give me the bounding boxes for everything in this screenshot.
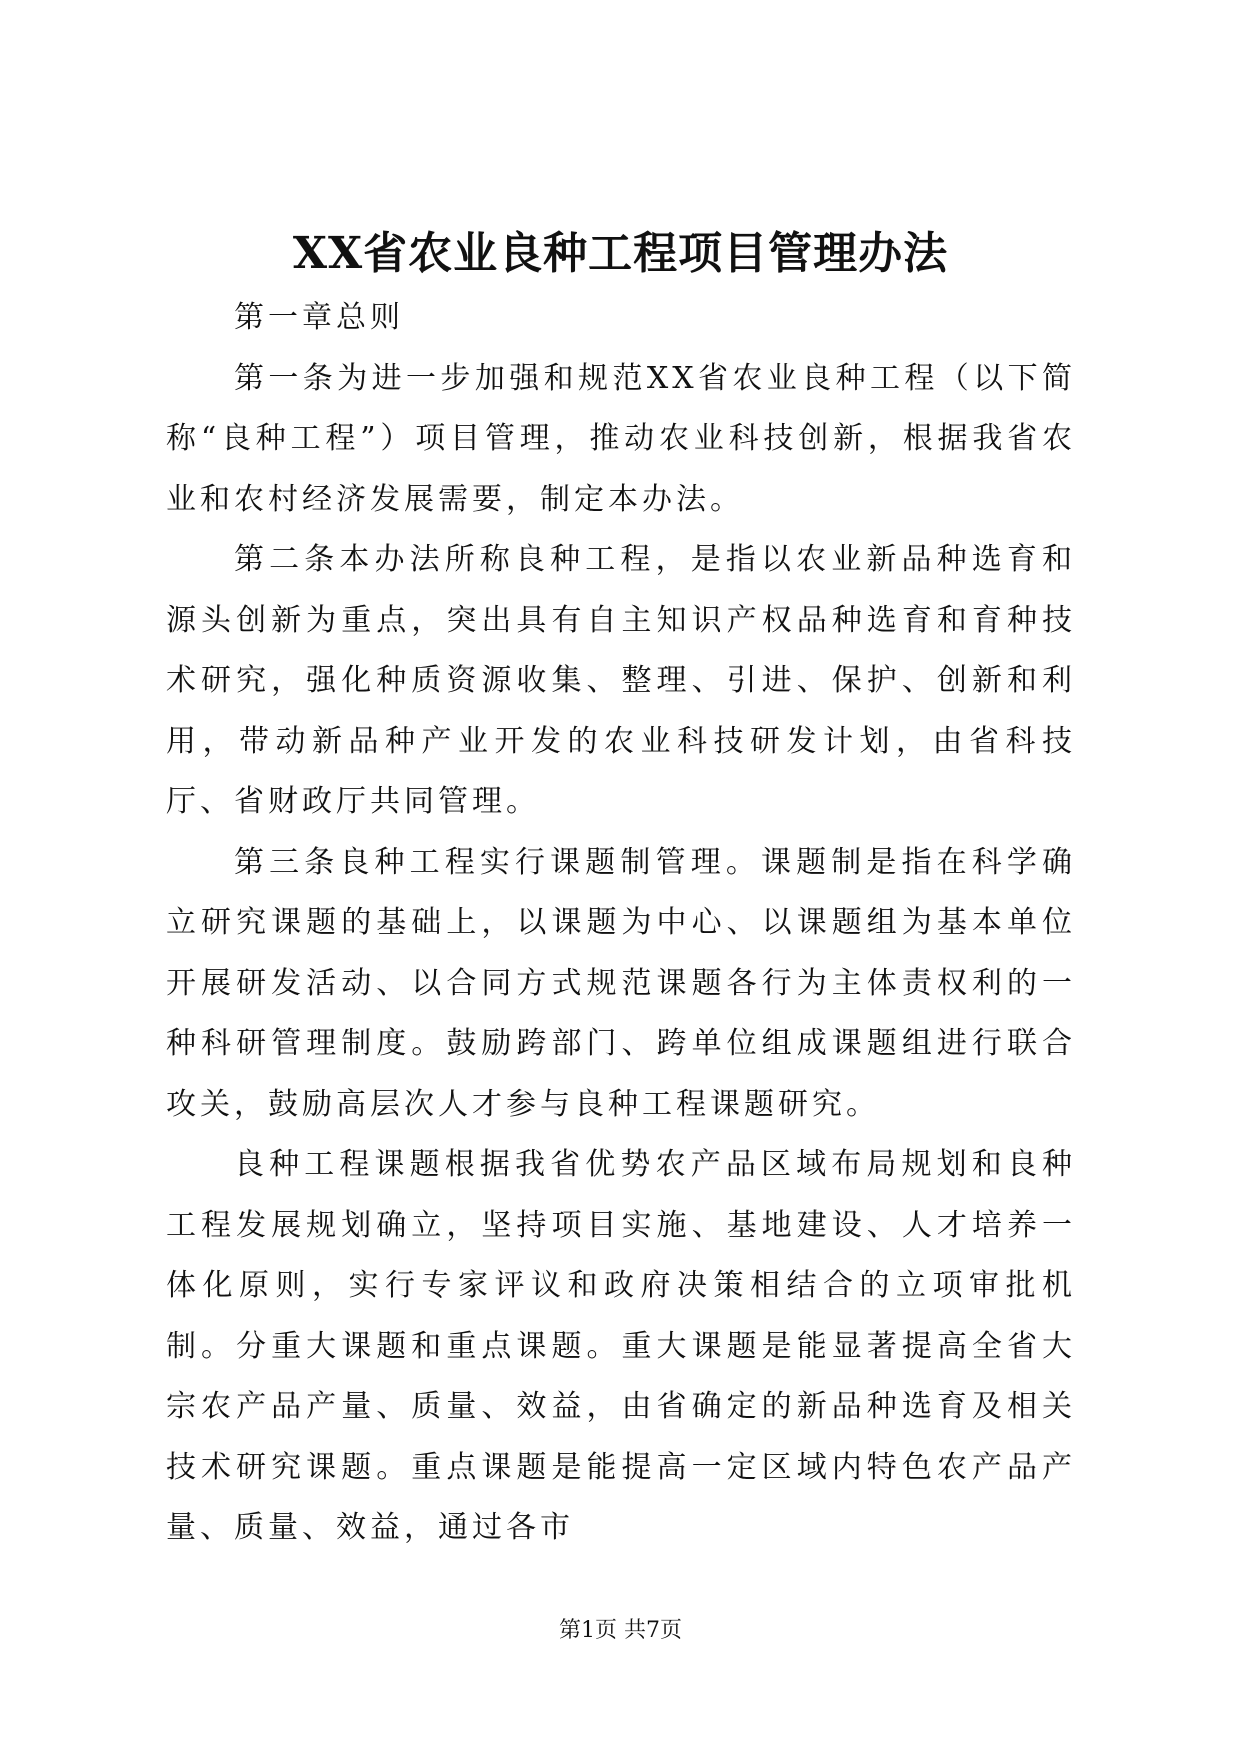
chapter-heading: 第一章总则 xyxy=(234,300,404,335)
paragraph-article-1: 第一条为进一步加强和规范XX省农业良种工程（以下简称“良种工程”）项目管理，推动农业科技创新，根据我省农业和农村经济发展需要，制定本办法。 xyxy=(166,360,1076,517)
paragraph-article-2: 第二条本办法所称良种工程，是指以农业新品种选育和源头创新为重点，突出具有自主知识产权品种选育和育种技术研究，强化种质资源收集、整理、引进、保护、创新和利用，带动新品种产业开发的农业科技研发计划，由省科技厅、省财政厅共同管理。 xyxy=(166,542,1076,819)
paragraph-article-3: 第三条良种工程实行课题制管理。课题制是指在科学确立研究课题的基础上，以课题为中心、以课题组为基本单位开展研发活动、以合同方式规范课题各行为主体责权利的一种科研管理制度。鼓励跨部门、跨单位组成课题组进行联合攻关，鼓励高层次人才参与良种工程课题研究。 xyxy=(166,844,1076,1122)
document-body xyxy=(166,288,1076,1559)
paragraph-project-categories: 良种工程课题根据我省优势农产品区域布局规划和良种工程发展规划确立，坚持项目实施、基地建设、人才培养一体化原则，实行专家评议和政府决策相结合的立项审批机制。分重大课题和重点课题。重大课题是能显著提高全省大宗农产品产量、质量、效益，由省确定的新品种选育及相关技术研究课题。重点课题是能提高一定区域内特色农产品产量、质量、效益，通过各市 xyxy=(166,1147,1076,1545)
page-number-footer: 第1页 共7页 xyxy=(559,1618,682,1643)
document-title: XX省农业良种工程项目管理办法 xyxy=(292,228,949,279)
